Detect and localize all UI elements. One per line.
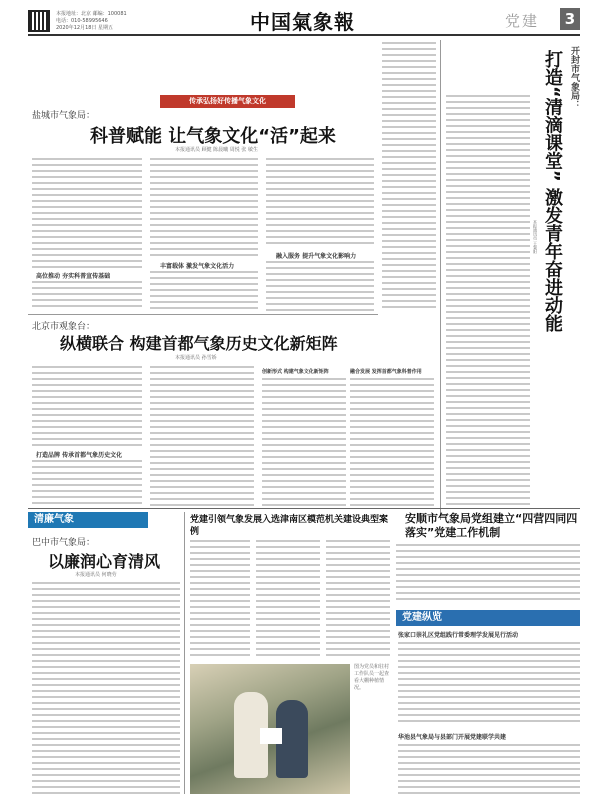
news-item-1: 张家口崇礼区党组践行常委理学发展见行活动: [398, 632, 519, 639]
article1-text-col2: [150, 158, 258, 258]
article2-headline: 纵横联合 构建首都气象历史文化新矩阵: [60, 334, 338, 353]
feature-headline: 党建引领气象发展入选津南区模范机关建设典型案例: [190, 515, 389, 537]
column-divider: [440, 40, 441, 520]
news-item-1-text: [398, 642, 580, 726]
article3-kicker: 开封市气象局：: [569, 46, 579, 109]
article1-text-col3b: [266, 261, 374, 311]
masthead-meta-1: 本报地址：北京 邮编：100081: [56, 11, 127, 17]
top-banner: 传承弘扬好传播气象文化: [160, 95, 295, 108]
masthead-meta-2: 电话：010-58995646: [56, 18, 108, 24]
column-divider: [184, 512, 185, 794]
qr-code-icon: [28, 10, 50, 32]
photo-caption: 图为党员和驻村工作队员一起查看大棚种植情况。: [354, 664, 390, 691]
section-tag-dangjian: 党建纵览: [396, 610, 580, 626]
qingfeng-kicker: 巴中市气象局：: [32, 538, 96, 548]
article1-byline: 本报通讯员 顾健 陈晨曦 周悦 张 敏生: [175, 147, 258, 153]
news-item-2-text: [398, 744, 580, 794]
article1-text-col1b: [32, 281, 142, 311]
article4-text: [396, 544, 580, 604]
divider: [28, 314, 378, 315]
article1-text-col1: [32, 158, 142, 268]
section-name: 党建: [505, 12, 540, 30]
qingfeng-headline: 以廉润心育清风: [48, 552, 161, 571]
article3-byline: 本报通讯员 王粲阳: [533, 220, 538, 254]
article2-text-col4: [350, 378, 434, 506]
article2-kicker: 北京市观象台：: [32, 322, 96, 332]
qingfeng-text: [32, 582, 180, 794]
article2-subhead-2: 创新形式 构建气象文化新矩阵: [262, 369, 329, 375]
article2-text-col1: [32, 366, 142, 446]
article1-kicker: 盐城市气象局：: [32, 111, 96, 121]
news-item-2: 华池县气象局与县部门开展党建联学共建: [398, 734, 507, 741]
article2-subhead-3: 融合发展 发挥首都气象科普作用: [350, 369, 422, 375]
feature-photo: [190, 664, 350, 794]
feature-text-col2: [256, 540, 320, 660]
article1-text-col2b: [150, 271, 258, 311]
feature-text-col3: [326, 540, 390, 660]
masthead-rule: [28, 34, 580, 36]
article2-byline: 本报通讯员 孙雪娇: [175, 355, 217, 361]
feature-text-col1: [190, 540, 250, 660]
newspaper-logo: 中国氣象報: [250, 10, 355, 34]
article4-headline: 安顺市气象局党组建立“四营四同四落实”党建工作机制: [405, 512, 578, 539]
masthead-meta-3: 2020年12月18日 星期五: [56, 25, 114, 31]
article2-text-col2: [150, 366, 254, 506]
page-number: 3: [560, 8, 580, 30]
article1-subhead-3: 融入服务 提升气象文化影响力: [276, 253, 357, 260]
article1-text-col3: [266, 158, 374, 248]
article3-text-col1: [382, 42, 436, 312]
article2-subhead-1: 打造品牌 传承首都气象历史文化: [36, 452, 123, 459]
article2-text-col1b: [32, 460, 142, 505]
article2-text-col3: [262, 378, 346, 506]
article1-subhead-1: 高位推动 夯实科普宣传基础: [36, 273, 111, 280]
article1-subhead-2: 丰富载体 激发气象文化活力: [160, 263, 235, 270]
qingfeng-byline: 本报通讯员 何晓劳: [75, 572, 117, 578]
section-tag-qinglian: 清廉气象: [28, 512, 148, 528]
divider: [28, 508, 580, 509]
article1-headline: 科普赋能 让气象文化“活”起来: [90, 126, 336, 147]
article3-headline: 打造“清滴课堂” 激发青年奋进动能: [542, 50, 563, 332]
article3-text-col2: [446, 95, 530, 505]
